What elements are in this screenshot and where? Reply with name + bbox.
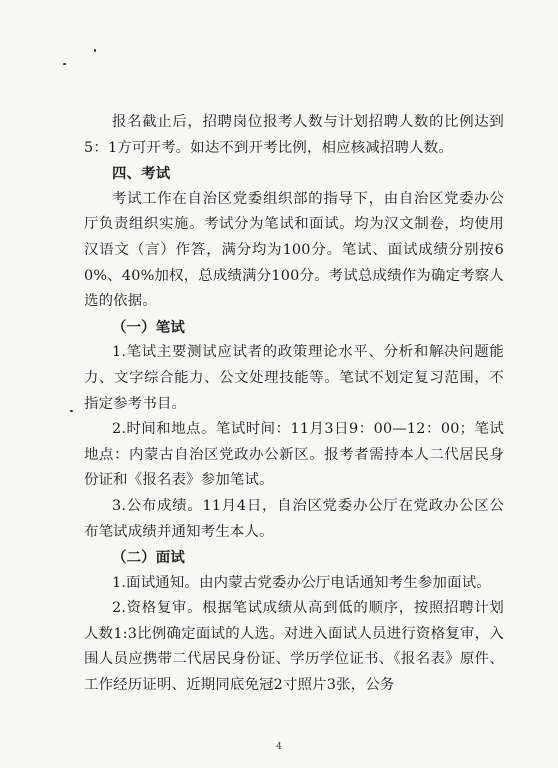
scan-mark bbox=[63, 63, 66, 65]
subsection-heading-written: （一）笔试 bbox=[112, 318, 185, 336]
paragraph-written-time-place: 2.时间和地点。笔试时间：11月3日9：00—12：00；笔试地点：内蒙古自治区党政办公新区。报考者需持本人二代居民身份证和《报名表》参加笔试。 bbox=[84, 421, 504, 489]
scan-mark bbox=[70, 410, 73, 412]
page-number: 4 bbox=[276, 742, 282, 752]
scan-mark bbox=[94, 49, 96, 52]
paragraph-interview-notice: 1.面试通知。由内蒙古党委办公厅电话通知考生参加面试。 bbox=[112, 574, 491, 591]
paragraph-registration-ratio: 报名截止后，招聘岗位报考人数与计划招聘人数的比例达到5：1方可开考。如达不到开考比例，相应核减招聘人数。 bbox=[84, 114, 504, 156]
paragraph-written-results: 3.公布成绩。11月4日，自治区党委办公厅在党政办公区公布笔试成绩并通知考生本人。 bbox=[84, 497, 504, 540]
section-heading-exam: 四、考试 bbox=[112, 165, 171, 183]
paragraph-qualification-review: 2.资格复审。根据笔试成绩从高到低的顺序，按照招聘计划人数1:3比例确定面试的人选。对进入面试人员进行资格复审，入围人员应携带二代居民身份证、学历学位证书、《报名表》原件、工作经历证明、近期同底免冠2寸照片3张，公务 bbox=[84, 600, 504, 694]
paragraph-written-content: 1.笔试主要测试应试者的政策理论水平、分析和解决问题能力、文字综合能力、公文处理技能等。笔试不划定复习范围，不指定参考书目。 bbox=[84, 344, 504, 412]
paragraph-exam-overview: 考试工作在自治区党委组织部的指导下，由自治区党委办公厅负责组织实施。考试分为笔试和面试。均为汉文制卷，均使用汉语文（言）作答，满分均为100分。笔试、面试成绩分别按60%、40%加权，总成绩满分100分。考试总成绩作为确定考察人选的依据。 bbox=[84, 190, 504, 310]
document-body bbox=[84, 110, 504, 699]
subsection-heading-interview: （二）面试 bbox=[112, 549, 185, 567]
